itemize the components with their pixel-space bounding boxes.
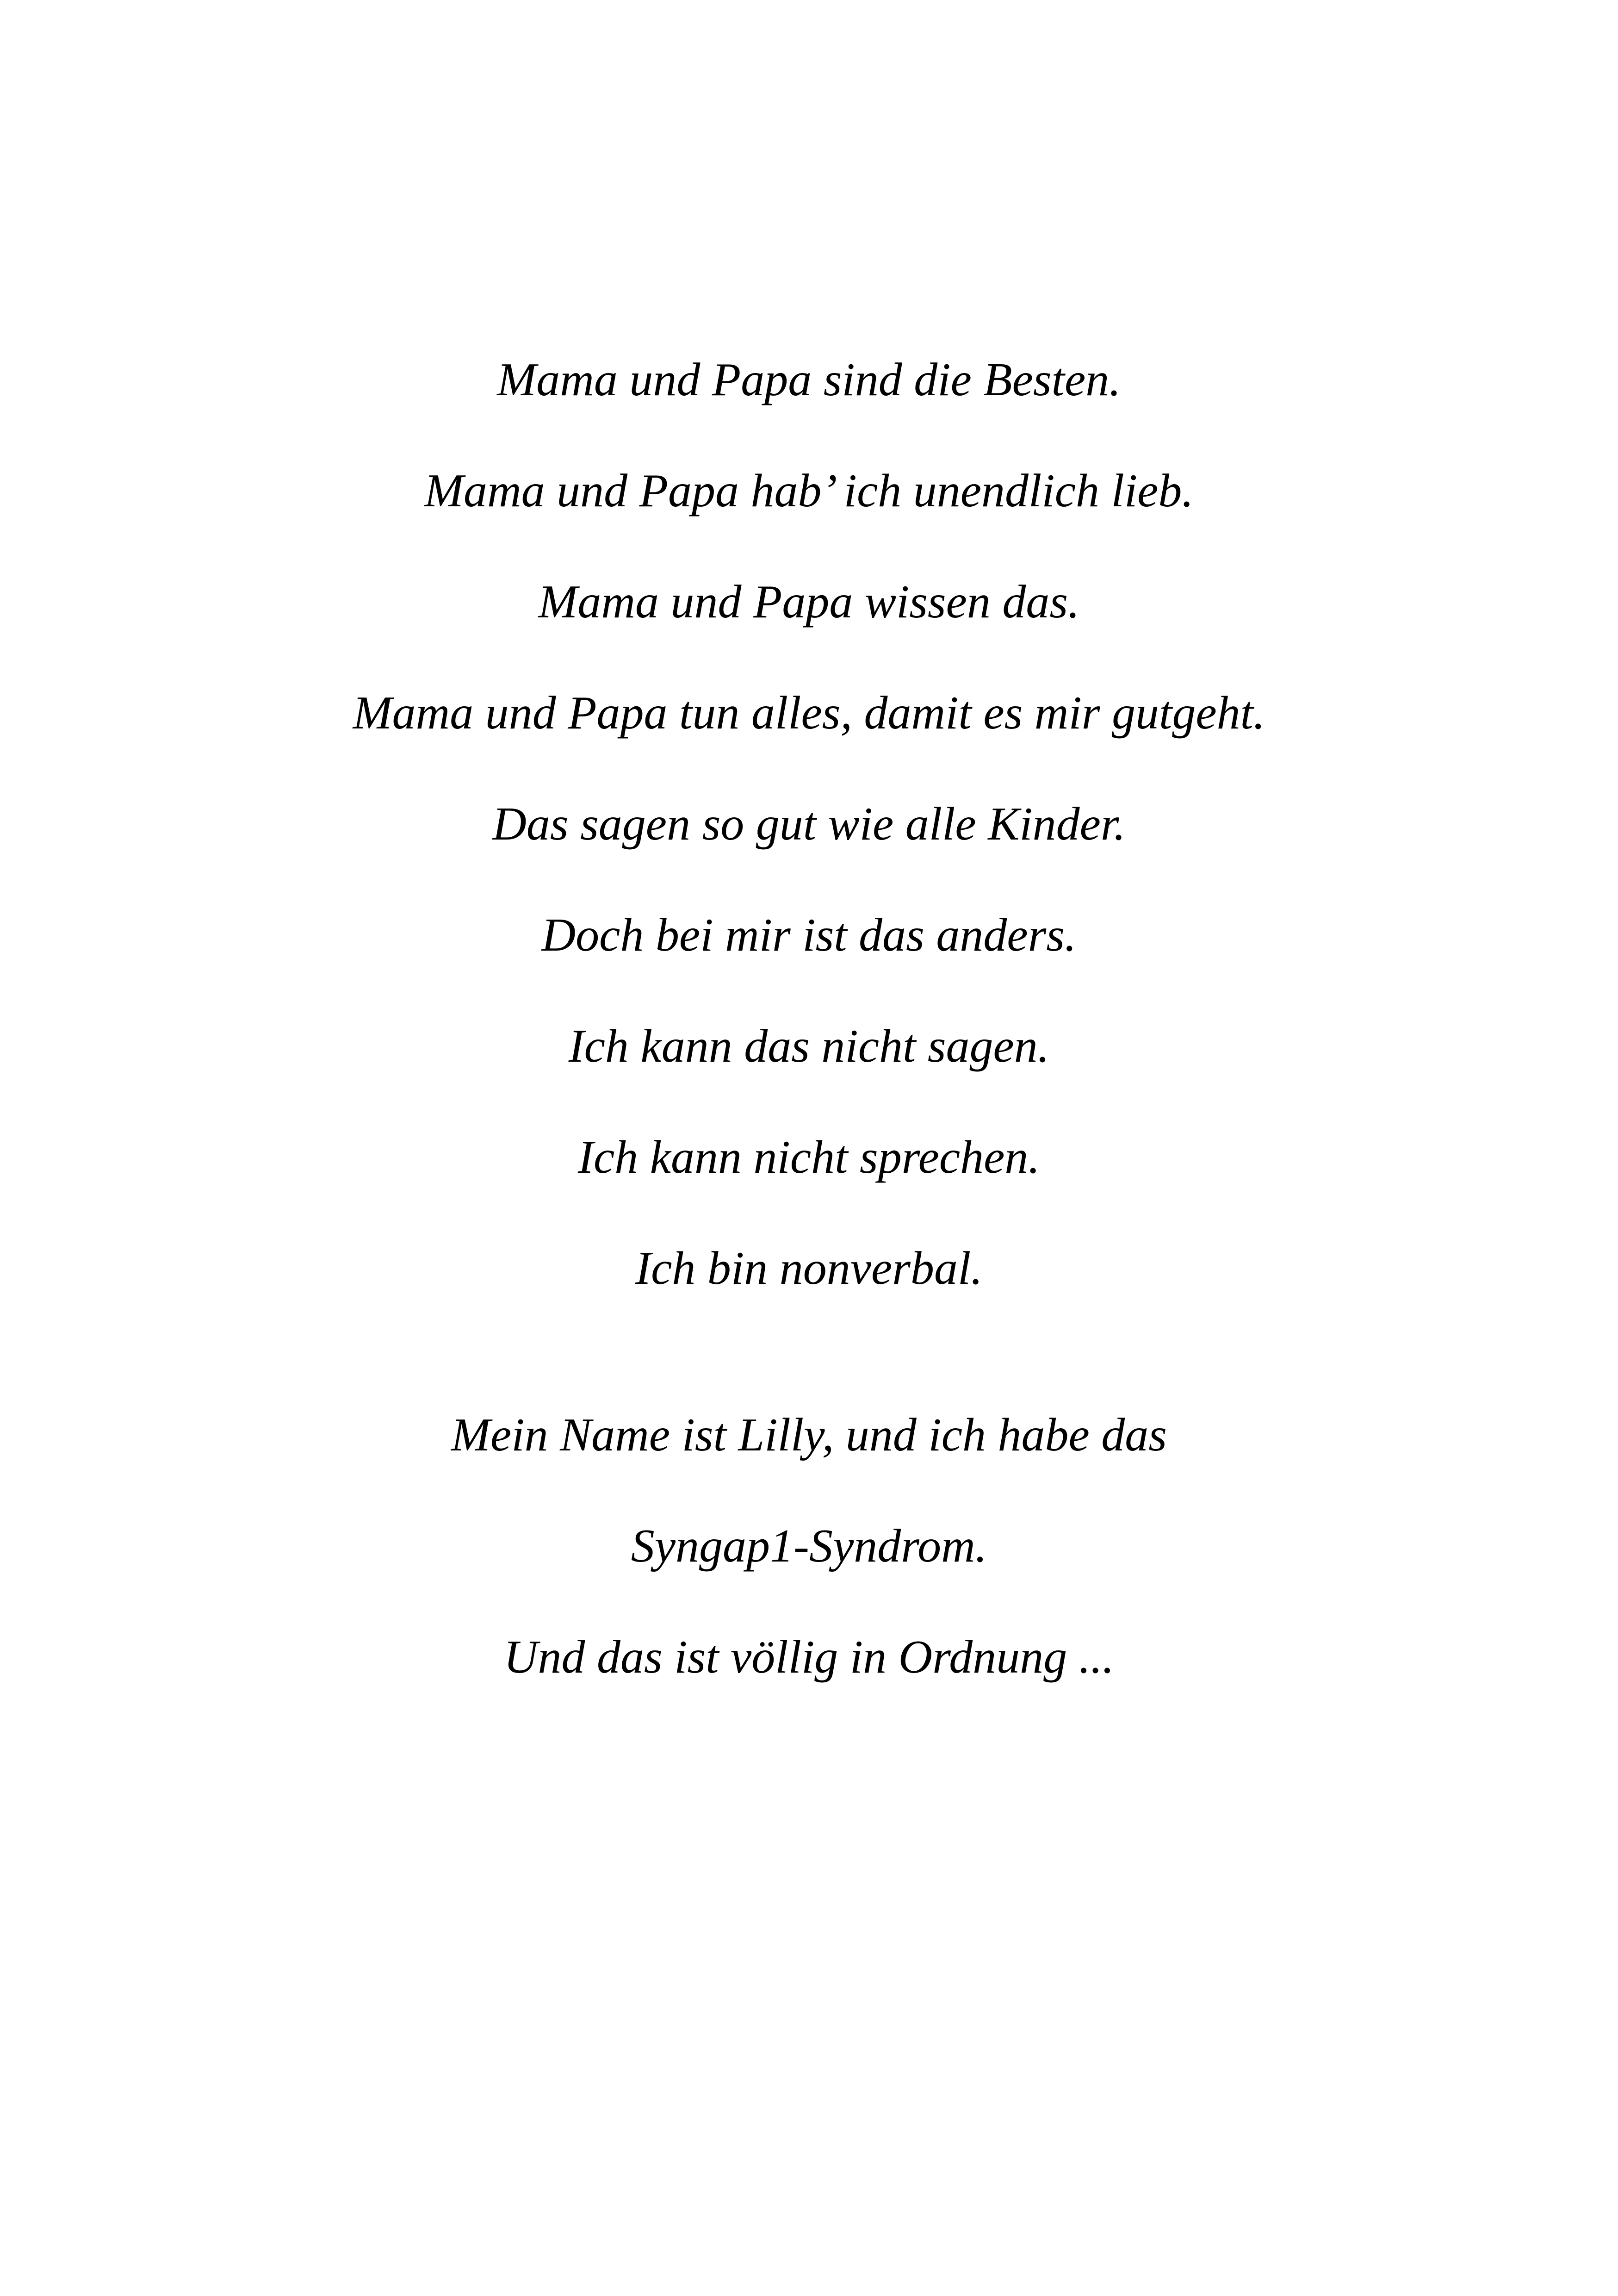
poem-line: Und das ist völlig in Ordnung ... (503, 1631, 1115, 1683)
poem-line: Mama und Papa wissen das. (538, 576, 1080, 628)
poem-line: Syngap1-Syndrom. (631, 1520, 987, 1572)
poem-line: Ich kann das nicht sagen. (568, 1020, 1050, 1072)
poem-line: Das sagen so gut wie alle Kinder. (492, 798, 1126, 850)
poem-line: Ich bin nonverbal. (635, 1242, 983, 1294)
poem-line: Mama und Papa sind die Besten. (497, 354, 1121, 406)
poem-line: Mein Name ist Lilly, und ich habe das (451, 1409, 1167, 1461)
poem-line: Mama und Papa hab’ ich unendlich lieb. (424, 465, 1194, 517)
poem-line: Mama und Papa tun alles, damit es mir gutgeht. (353, 687, 1265, 739)
poem-line: Ich kann nicht sprechen. (578, 1131, 1040, 1183)
poem-line: Doch bei mir ist das anders. (541, 909, 1077, 961)
